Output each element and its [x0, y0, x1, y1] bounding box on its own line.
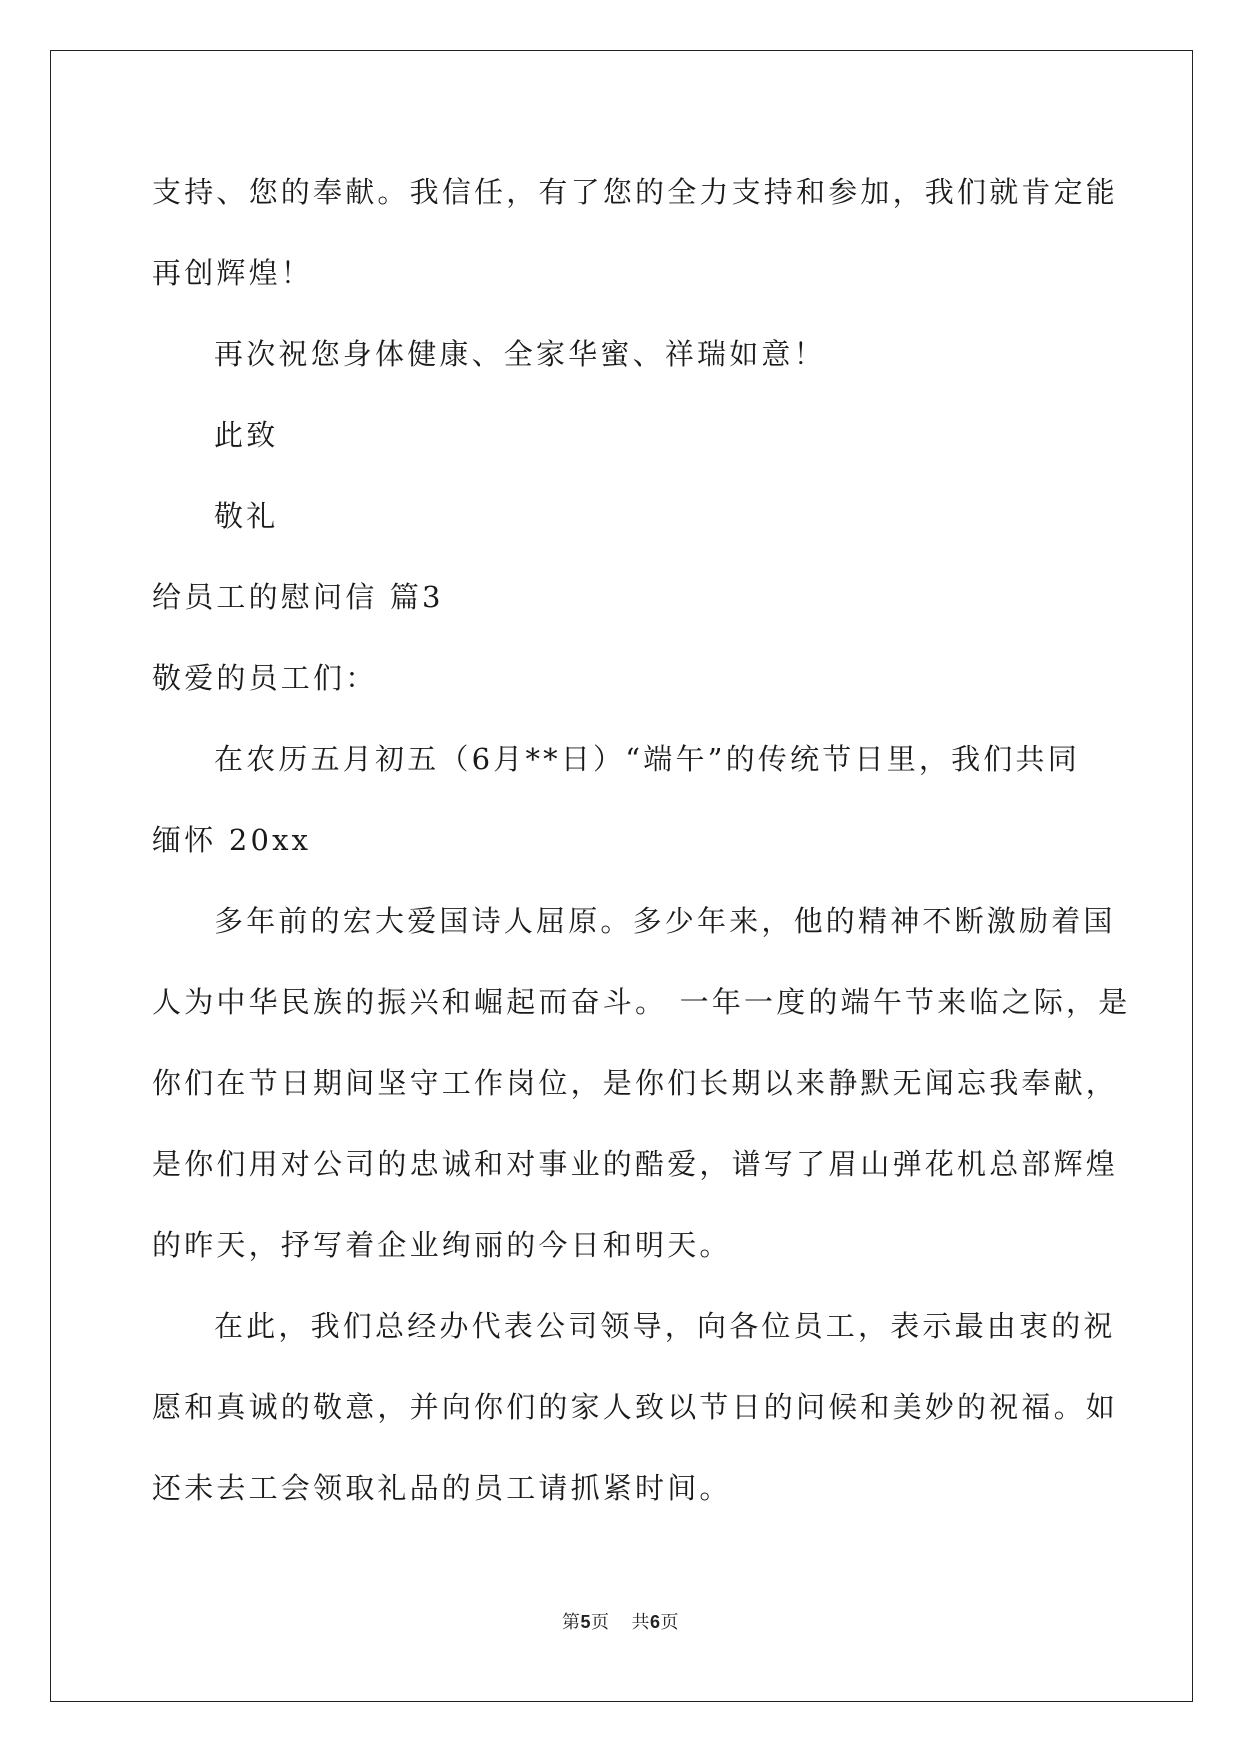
- paragraph-line: 人为中华民族的振兴和崛起而奋斗。 一年一度的端午节来临之际，是: [152, 985, 1131, 1019]
- paragraph-line: 在此，我们总经办代表公司领导，向各位员工，表示最由衷的祝: [214, 1309, 1116, 1343]
- paragraph-line: 是你们用对公司的忠诚和对事业的酷爱，谱写了眉山弹花机总部辉煌: [152, 1147, 1119, 1181]
- closing-regards: 敬礼: [214, 499, 279, 533]
- paragraph-line: 再次祝您身体健康、全家华蜜、祥瑞如意！: [214, 337, 826, 371]
- page-footer: [0, 1608, 1241, 1634]
- footer-page-word: 页: [591, 1612, 610, 1632]
- current-page-number: 5: [580, 1612, 591, 1632]
- paragraph-line: 多年前的宏大爱国诗人屈原。多少年来，他的精神不断激励着国: [214, 904, 1116, 938]
- greeting: 敬爱的员工们：: [152, 661, 378, 695]
- closing-salutation: 此致: [214, 418, 279, 452]
- paragraph-line: 缅怀 20xx: [152, 823, 312, 857]
- footer-prefix: 第: [561, 1612, 581, 1632]
- paragraph-line: 你们在节日期间坚守工作岗位，是你们长期以来静默无闻忘我奉献，: [152, 1066, 1119, 1100]
- section-heading: 给员工的慰问信 篇3: [152, 580, 444, 614]
- paragraph-line: 愿和真诚的敬意，并向你们的家人致以节日的问候和美妙的祝福。如: [152, 1390, 1119, 1424]
- paragraph-line: 的昨天，抒写着企业绚丽的今日和明天。: [152, 1228, 732, 1262]
- paragraph-line: 在农历五月初五（6月**日）“端午”的传统节日里，我们共同: [214, 742, 1080, 776]
- total-page-number: 6: [650, 1612, 661, 1632]
- paragraph-line: 再创辉煌！: [152, 256, 314, 290]
- footer-total-prefix: 共: [631, 1612, 650, 1632]
- page-frame: [50, 50, 1193, 1702]
- paragraph-line: 支持、您的奉献。我信任，有了您的全力支持和参加，我们就肯定能: [152, 175, 1119, 209]
- footer-total-suffix: 页: [660, 1612, 680, 1632]
- paragraph-line: 还未去工会领取礼品的员工请抓紧时间。: [152, 1471, 732, 1505]
